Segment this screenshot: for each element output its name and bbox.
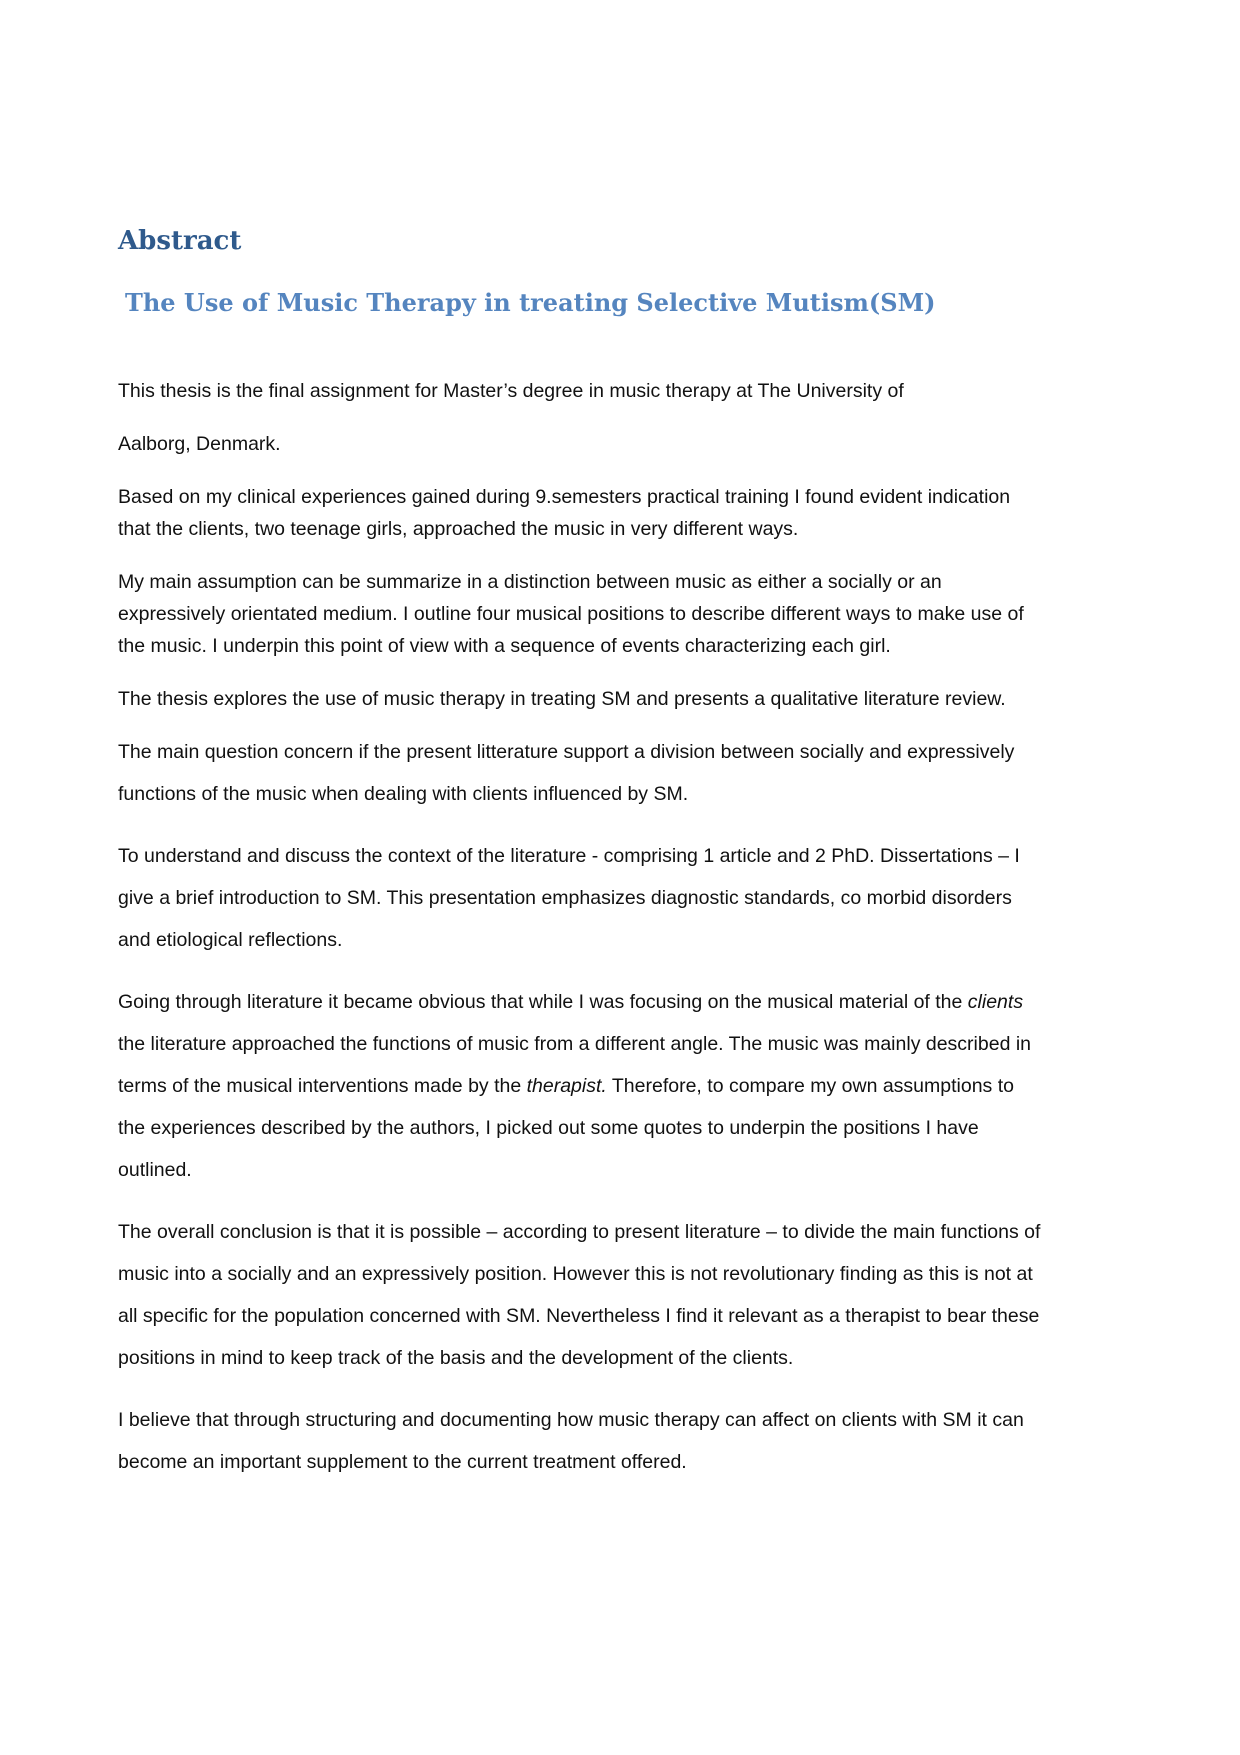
text-line: the literature approached the functions of music from a different angle. The music was mainly described in bbox=[118, 1033, 1032, 1055]
text-line: the experiences described by the authors, I picked out some quotes to underpin the positions I have bbox=[118, 1117, 979, 1139]
text-line: music into a socially and an expressively position. However this is not revolutionary finding as this is not at bbox=[118, 1263, 1033, 1285]
text-line: the music. I underpin this point of view with a sequence of events characterizing each girl. bbox=[118, 635, 891, 657]
text-segment: Going through literature it became obvious that while I was focusing on the musical material of the bbox=[118, 991, 968, 1013]
thesis-title: The Use of Music Therapy in treating Selective Mutism(SM) bbox=[125, 288, 936, 317]
abstract-heading: Abstract bbox=[118, 226, 242, 256]
text-line: positions in mind to keep track of the basis and the development of the clients. bbox=[118, 1347, 794, 1369]
text-line: To understand and discuss the context of the literature - comprising 1 article and 2 PhD. Dissertations – I bbox=[118, 845, 1020, 867]
text-line bbox=[118, 1075, 1014, 1098]
text-line: that the clients, two teenage girls, approached the music in very different ways. bbox=[118, 518, 799, 540]
text-line: Based on my clinical experiences gained during 9.semesters practical training I found evident indication bbox=[118, 486, 1011, 508]
text-line: The main question concern if the present litterature support a division between socially and expressively bbox=[118, 741, 1015, 763]
text-line: give a brief introduction to SM. This presentation emphasizes diagnostic standards, co morbid disorders bbox=[118, 887, 1012, 909]
text-line: outlined. bbox=[118, 1159, 192, 1181]
emphasis-therapist: therapist. bbox=[526, 1075, 607, 1097]
text-segment: Therefore, to compare my own assumptions to bbox=[606, 1075, 1014, 1097]
text-line: I believe that through structuring and documenting how music therapy can affect on clients with SM it can bbox=[118, 1409, 1024, 1431]
emphasis-clients: clients bbox=[967, 991, 1024, 1013]
text-line bbox=[118, 991, 1023, 1014]
text-line: all specific for the population concerned with SM. Nevertheless I find it relevant as a therapist to bear these bbox=[118, 1305, 1040, 1327]
text-line: My main assumption can be summarize in a distinction between music as either a socially or an bbox=[118, 571, 942, 593]
text-line: The overall conclusion is that it is possible – according to present literature – to divide the main functions of bbox=[118, 1221, 1041, 1243]
text-line: and etiological reflections. bbox=[118, 929, 343, 951]
text-line: functions of the music when dealing with clients influenced by SM. bbox=[118, 783, 689, 805]
text-line: The thesis explores the use of music therapy in treating SM and presents a qualitative literature review. bbox=[118, 688, 1006, 710]
text-line: Aalborg, Denmark. bbox=[118, 433, 281, 455]
text-line: expressively orientated medium. I outline four musical positions to describe different ways to make use of bbox=[118, 603, 1024, 625]
text-segment: terms of the musical interventions made by the bbox=[118, 1075, 527, 1097]
text-line: This thesis is the final assignment for Master’s degree in music therapy at The University of bbox=[118, 380, 904, 402]
text-line: become an important supplement to the current treatment offered. bbox=[118, 1451, 687, 1473]
